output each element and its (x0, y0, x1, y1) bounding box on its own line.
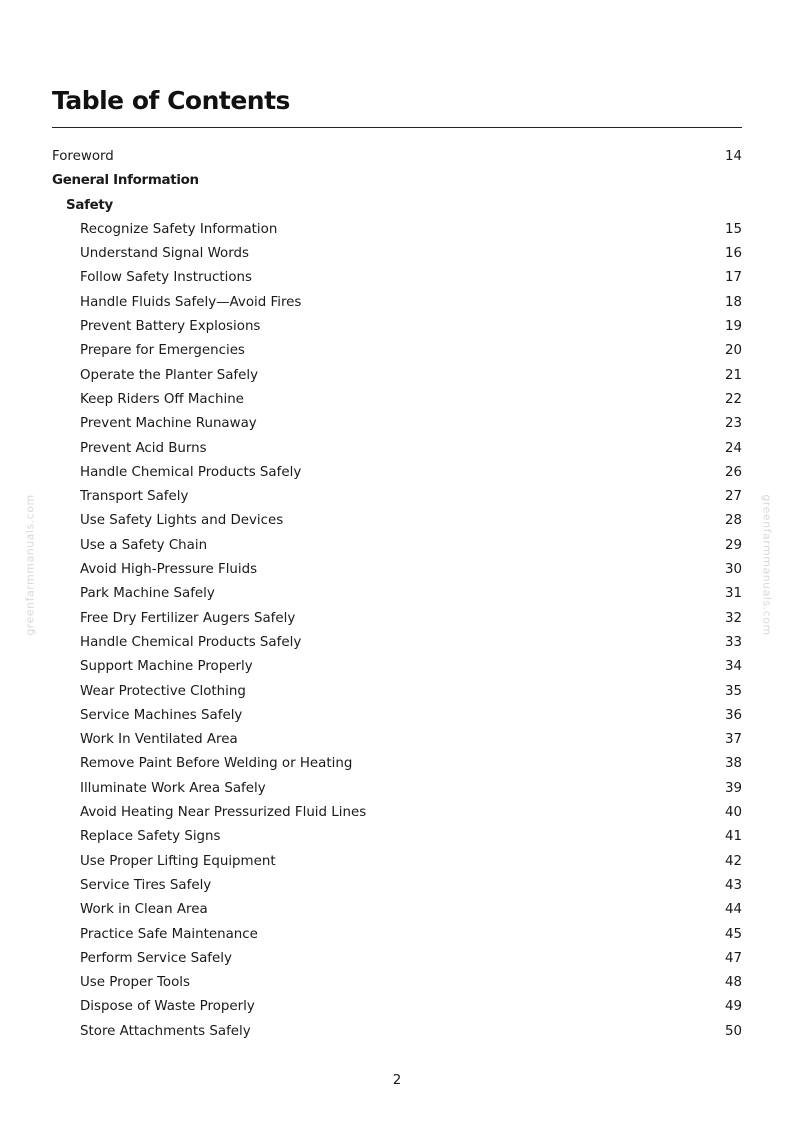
toc-entry-label: Operate the Planter Safely (80, 367, 259, 383)
toc-entry-label: Safety (66, 197, 113, 213)
toc-entry-page: 48 (724, 975, 742, 991)
toc-subsection[interactable] (52, 194, 742, 218)
toc-entry-page: 21 (724, 367, 742, 383)
toc-entry[interactable] (52, 315, 742, 339)
toc-entry-page: 44 (724, 902, 742, 918)
toc-entry-label: Replace Safety Signs (80, 829, 221, 845)
toc-section[interactable] (52, 169, 742, 193)
toc-entry-label: Perform Service Safely (80, 950, 232, 966)
toc-entry-page: 19 (724, 319, 742, 335)
toc-entry-label: Use Proper Lifting Equipment (80, 853, 276, 869)
toc-entry-label: Support Machine Properly (80, 659, 253, 675)
toc-entry-page: 27 (724, 489, 742, 505)
toc-entry-page: 49 (724, 999, 742, 1015)
toc-entry-label: Keep Riders Off Machine (80, 391, 244, 407)
toc-entry-label: Use a Safety Chain (80, 537, 208, 553)
toc-entry-label: Service Tires Safely (80, 877, 212, 893)
toc-entry[interactable] (52, 947, 742, 971)
toc-entry-label: Service Machines Safely (80, 707, 243, 723)
toc-entry-label: Use Safety Lights and Devices (80, 513, 284, 529)
toc-entry[interactable] (52, 437, 742, 461)
page-number: 2 (392, 1073, 402, 1088)
toc-entry-label: Remove Paint Before Welding or Heating (80, 756, 353, 772)
title-divider (52, 127, 742, 128)
toc-entry-label: Recognize Safety Information (80, 221, 278, 237)
toc-entry-label: General Information (52, 173, 199, 189)
toc-entry[interactable] (52, 1020, 742, 1044)
toc-entry[interactable] (52, 607, 742, 631)
toc-entry-label: Avoid High-Pressure Fluids (80, 562, 258, 578)
toc-entry-page: 20 (724, 343, 742, 359)
table-of-contents (52, 145, 742, 1044)
toc-entry-page: 33 (724, 634, 742, 650)
toc-entry[interactable] (52, 242, 742, 266)
toc-entry-label: Handle Fluids Safely—Avoid Fires (80, 294, 302, 310)
toc-entry-label: Work In Ventilated Area (80, 732, 238, 748)
toc-entry[interactable] (52, 704, 742, 728)
toc-entry-page: 35 (724, 683, 742, 699)
toc-entry-page: 36 (724, 707, 742, 723)
toc-entry-label: Free Dry Fertilizer Augers Safely (80, 610, 296, 626)
toc-entry-label: Handle Chemical Products Safely (80, 634, 302, 650)
toc-entry-page: 32 (724, 610, 742, 626)
toc-entry-page: 16 (724, 246, 742, 262)
toc-entry-label: Transport Safely (80, 489, 189, 505)
toc-entry-label: Wear Protective Clothing (80, 683, 246, 699)
toc-entry[interactable] (52, 461, 742, 485)
toc-entry-page: 39 (724, 780, 742, 796)
toc-entry-page: 34 (724, 659, 742, 675)
toc-entry-label: Foreword (52, 149, 114, 164)
toc-entry[interactable] (52, 364, 742, 388)
toc-entry-page: 14 (724, 149, 742, 164)
toc-entry-label: Use Proper Tools (80, 975, 191, 991)
toc-entry[interactable] (52, 898, 742, 922)
toc-entry-label: Prevent Acid Burns (80, 440, 207, 456)
toc-entry-page: 26 (724, 464, 742, 480)
toc-entry-label: Understand Signal Words (80, 246, 249, 262)
toc-entry-page: 23 (724, 416, 742, 432)
toc-entry-label: Dispose of Waste Properly (80, 999, 255, 1015)
toc-entry-page: 41 (724, 829, 742, 845)
toc-entry[interactable] (52, 266, 742, 290)
watermark-right: greenfarmmanuals.com (760, 494, 774, 636)
toc-entry-label: Handle Chemical Products Safely (80, 464, 302, 480)
toc-entry-page: 38 (724, 756, 742, 772)
toc-entry[interactable] (52, 801, 742, 825)
watermark-left: greenfarmmanuals.com (23, 494, 37, 636)
toc-entry[interactable] (52, 388, 742, 412)
toc-entry[interactable] (52, 655, 742, 679)
toc-entry-label: Park Machine Safely (80, 586, 215, 602)
toc-entry-label: Prepare for Emergencies (80, 343, 245, 359)
toc-entry[interactable] (52, 218, 742, 242)
toc-entry[interactable] (52, 631, 742, 655)
toc-entry[interactable] (52, 825, 742, 849)
toc-entry-page: 29 (724, 537, 742, 553)
toc-entry-page: 17 (724, 270, 742, 286)
toc-entry-page: 43 (724, 877, 742, 893)
toc-entry-page: 50 (724, 1023, 742, 1039)
toc-section[interactable] (52, 145, 742, 169)
toc-entry-page: 37 (724, 732, 742, 748)
toc-entry[interactable] (52, 680, 742, 704)
toc-entry-page: 42 (724, 853, 742, 869)
toc-entry[interactable] (52, 874, 742, 898)
toc-entry[interactable] (52, 509, 742, 533)
toc-entry[interactable] (52, 923, 742, 947)
toc-entry[interactable] (52, 534, 742, 558)
toc-entry[interactable] (52, 777, 742, 801)
toc-entry-label: Prevent Battery Explosions (80, 319, 261, 335)
page-title: Table of Contents (52, 86, 290, 115)
toc-entry[interactable] (52, 752, 742, 776)
toc-entry-label: Work in Clean Area (80, 902, 208, 918)
toc-entry-page: 47 (724, 950, 742, 966)
toc-entry-page: 45 (724, 926, 742, 942)
toc-entry[interactable] (52, 558, 742, 582)
toc-entry-page: 24 (724, 440, 742, 456)
toc-entry[interactable] (52, 485, 742, 509)
toc-entry[interactable] (52, 291, 742, 315)
toc-entry-page: 31 (724, 586, 742, 602)
toc-entry-label: Practice Safe Maintenance (80, 926, 258, 942)
toc-entry[interactable] (52, 582, 742, 606)
toc-entry-page: 40 (724, 805, 742, 821)
toc-entry-page: 18 (724, 294, 742, 310)
toc-entry-label: Prevent Machine Runaway (80, 416, 257, 432)
toc-entry-page: 30 (724, 562, 742, 578)
toc-entry[interactable] (52, 728, 742, 752)
toc-entry-label: Avoid Heating Near Pressurized Fluid Lines (80, 805, 367, 821)
toc-entry-page: 15 (724, 221, 742, 237)
toc-entry-page: 28 (724, 513, 742, 529)
toc-entry-page: 22 (724, 391, 742, 407)
toc-entry-label: Store Attachments Safely (80, 1023, 251, 1039)
toc-entry[interactable] (52, 339, 742, 363)
toc-entry[interactable] (52, 850, 742, 874)
toc-entry[interactable] (52, 971, 742, 995)
toc-entry[interactable] (52, 995, 742, 1019)
toc-entry-label: Illuminate Work Area Safely (80, 780, 266, 796)
toc-entry[interactable] (52, 412, 742, 436)
toc-entry-label: Follow Safety Instructions (80, 270, 252, 286)
